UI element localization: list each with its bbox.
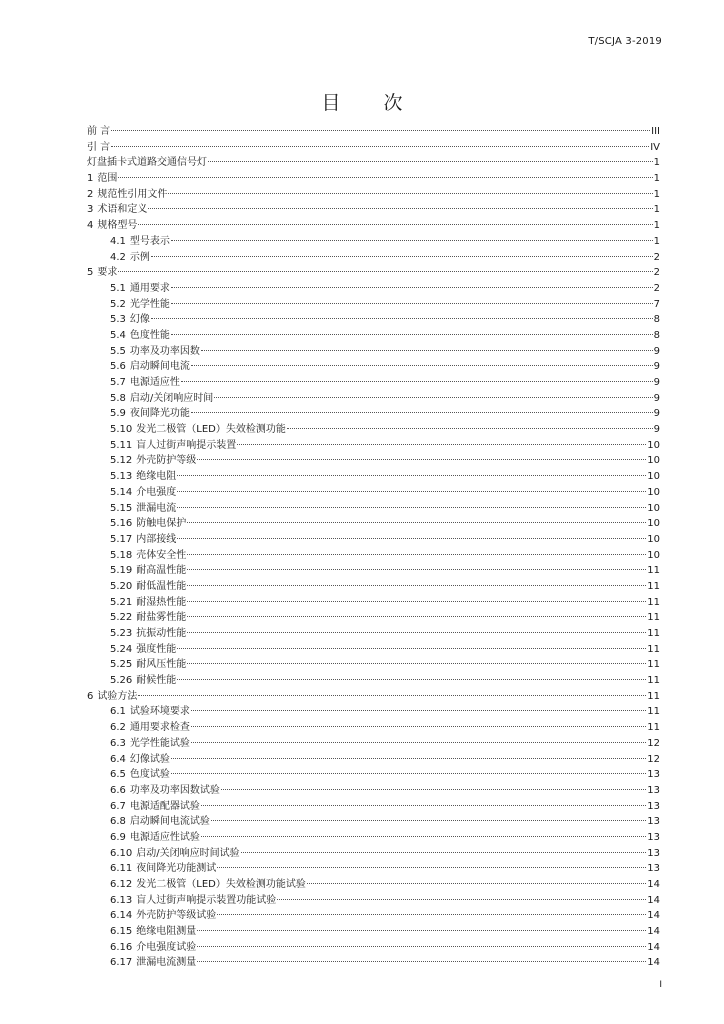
toc-entry[interactable] bbox=[87, 501, 660, 517]
toc-entry[interactable] bbox=[87, 783, 660, 799]
toc-entry-label: 夜间降光功能测试 bbox=[136, 863, 217, 875]
toc-entry-page: 9 bbox=[653, 377, 660, 388]
toc-entry-number: 6.13 bbox=[110, 894, 133, 906]
dot-leader bbox=[191, 742, 646, 743]
toc-entry-number: 5.16 bbox=[110, 518, 133, 530]
toc-entry[interactable] bbox=[87, 924, 660, 940]
dot-leader bbox=[214, 397, 652, 398]
toc-entry-page: 14 bbox=[647, 926, 660, 938]
toc-entry-number: 1 bbox=[87, 173, 94, 185]
dot-leader bbox=[171, 303, 653, 304]
toc-entry-number: 5.3 bbox=[110, 314, 126, 326]
dot-leader bbox=[171, 334, 653, 335]
dot-leader bbox=[111, 146, 649, 147]
dot-leader bbox=[171, 758, 646, 759]
toc-entry-label: 启动瞬间电流 bbox=[129, 361, 190, 373]
toc-entry-page: 12 bbox=[647, 737, 660, 749]
toc-entry-page: 10 bbox=[647, 439, 660, 451]
toc-entry-number: 5.12 bbox=[110, 455, 133, 467]
toc-entry-number: 5.9 bbox=[110, 408, 126, 420]
toc-entry-label: 术语和定义 bbox=[97, 204, 148, 216]
dot-leader bbox=[211, 820, 646, 821]
toc-entry-page: 9 bbox=[653, 345, 660, 357]
toc-entry[interactable] bbox=[87, 516, 660, 532]
toc-entry-page: 10 bbox=[647, 533, 660, 545]
dot-leader bbox=[187, 554, 646, 555]
toc-entry-label: 通用要求 bbox=[129, 282, 170, 294]
toc-entry[interactable] bbox=[87, 689, 660, 705]
dot-leader bbox=[191, 365, 653, 366]
toc-entry-page: 11 bbox=[647, 659, 660, 671]
dot-leader bbox=[187, 601, 646, 602]
dot-leader bbox=[201, 805, 646, 806]
toc-entry-page: 1 bbox=[653, 188, 660, 200]
toc-entry-page: 10 bbox=[647, 549, 660, 561]
toc-entry-label: 泄漏电流测量 bbox=[136, 957, 197, 969]
dot-leader bbox=[277, 899, 646, 900]
toc-entry-page: 12 bbox=[647, 753, 660, 765]
toc-entry-page: 11 bbox=[647, 690, 660, 702]
toc-entry-number: 5.19 bbox=[110, 565, 133, 577]
toc-entry[interactable] bbox=[87, 297, 660, 313]
dot-leader bbox=[187, 522, 646, 523]
toc-entry-number: 6.12 bbox=[110, 879, 133, 890]
toc-entry-label: 夜间降光功能 bbox=[129, 408, 190, 420]
toc-entry-page: 10 bbox=[647, 502, 660, 514]
toc-entry-label: 壳体安全性 bbox=[136, 549, 187, 561]
dot-leader bbox=[171, 773, 646, 774]
dot-leader bbox=[118, 271, 652, 272]
dot-leader bbox=[171, 240, 653, 241]
toc-entry[interactable] bbox=[87, 344, 660, 360]
toc-entry-number: 4.2 bbox=[110, 251, 126, 263]
toc-entry-page: 14 bbox=[647, 910, 660, 922]
toc-entry-page: 1 bbox=[653, 173, 660, 185]
toc-entry[interactable] bbox=[87, 218, 660, 234]
toc-entry-label: 引 言 bbox=[87, 141, 111, 153]
toc-entry[interactable] bbox=[87, 453, 660, 469]
toc-entry-number: 6.9 bbox=[110, 831, 126, 843]
dot-leader bbox=[217, 867, 646, 868]
toc-entry-page: 14 bbox=[647, 957, 660, 969]
toc-entry-number: 4 bbox=[87, 220, 94, 232]
toc-entry-number: 6.11 bbox=[110, 863, 133, 875]
dot-leader bbox=[118, 177, 652, 178]
toc-entry-page: 13 bbox=[647, 831, 660, 843]
toc-entry-number: 5.6 bbox=[110, 361, 126, 373]
toc-entry-label: 色度性能 bbox=[129, 329, 170, 341]
toc-entry[interactable] bbox=[87, 359, 660, 375]
toc-entry-page: 8 bbox=[653, 314, 660, 326]
dot-leader bbox=[191, 726, 646, 727]
toc-entry[interactable] bbox=[87, 234, 660, 250]
toc-entry-number: 6.15 bbox=[110, 926, 133, 938]
toc-entry-label: 盲人过街声响提示装置功能试验 bbox=[136, 894, 277, 906]
toc-entry-number: 6.10 bbox=[110, 847, 133, 859]
toc-entry-label: 色度试验 bbox=[129, 769, 170, 781]
dot-leader bbox=[197, 946, 646, 947]
toc-entry[interactable] bbox=[87, 830, 660, 846]
toc-entry-page: 14 bbox=[647, 879, 660, 890]
toc-entry-label: 盲人过街声响提示装置 bbox=[136, 439, 237, 451]
toc-entry-page: 9 bbox=[653, 392, 660, 404]
toc-entry-page: IV bbox=[650, 141, 660, 153]
toc-entry-number: 5.20 bbox=[110, 580, 133, 592]
toc-entry[interactable] bbox=[87, 438, 660, 454]
toc-entry-label: 功率及功率因数 bbox=[129, 345, 200, 357]
toc-entry-page: 13 bbox=[647, 863, 660, 875]
toc-entry-label: 绝缘电阻测量 bbox=[136, 926, 197, 938]
dot-leader bbox=[201, 350, 653, 351]
toc-entry[interactable] bbox=[87, 312, 660, 328]
toc-entry-number: 6.1 bbox=[110, 706, 126, 718]
toc-entry-page: 1 bbox=[653, 157, 660, 169]
toc-entry[interactable] bbox=[87, 908, 660, 924]
dot-leader bbox=[177, 538, 646, 539]
toc-entry-label: 抗振动性能 bbox=[136, 628, 187, 639]
dot-leader bbox=[201, 836, 646, 837]
dot-leader bbox=[177, 648, 646, 649]
toc-entry[interactable] bbox=[87, 814, 660, 830]
toc-entry[interactable] bbox=[87, 610, 660, 626]
dot-leader bbox=[197, 961, 646, 962]
toc-entry[interactable] bbox=[87, 422, 660, 438]
page-title: 目 次 bbox=[321, 92, 415, 114]
dot-leader bbox=[177, 475, 646, 476]
document-code: T/SCJA 3-2019 bbox=[588, 36, 662, 47]
toc-entry-page: 11 bbox=[647, 565, 660, 577]
toc-entry[interactable] bbox=[87, 736, 660, 752]
toc-entry-label: 防触电保护 bbox=[136, 518, 187, 530]
toc-entry[interactable] bbox=[87, 642, 660, 658]
toc-entry[interactable] bbox=[87, 548, 660, 564]
toc-entry-number: 5.2 bbox=[110, 298, 126, 310]
toc-entry-label: 灯盘插卡式道路交通信号灯 bbox=[87, 157, 207, 169]
toc-entry-number: 5.8 bbox=[110, 392, 126, 404]
toc-entry-page: 2 bbox=[653, 251, 660, 263]
toc-entry-page: 1 bbox=[653, 204, 660, 216]
toc-entry-number: 5 bbox=[87, 267, 94, 279]
toc-entry[interactable] bbox=[87, 250, 660, 266]
toc-entry[interactable] bbox=[87, 846, 660, 862]
dot-leader bbox=[191, 710, 646, 711]
toc-entry[interactable] bbox=[87, 752, 660, 768]
toc-entry[interactable] bbox=[87, 626, 660, 642]
toc-entry-number: 5.10 bbox=[110, 424, 133, 436]
toc-entry-number: 5.5 bbox=[110, 345, 126, 357]
toc-entry-label: 发光二极管（LED）失效检测功能 bbox=[136, 424, 286, 436]
toc-entry-number: 5.7 bbox=[110, 377, 126, 388]
dot-leader bbox=[241, 852, 647, 853]
toc-entry-number: 5.13 bbox=[110, 471, 133, 483]
toc-entry-label: 启动瞬间电流试验 bbox=[129, 816, 210, 828]
dot-leader bbox=[181, 381, 653, 382]
toc-entry[interactable] bbox=[87, 328, 660, 344]
toc-entry[interactable] bbox=[87, 281, 660, 297]
toc-entry-label: 启动/关闭响应时间试验 bbox=[136, 847, 240, 859]
toc-entry-label: 介电强度试验 bbox=[136, 941, 197, 953]
toc-entry-label: 规范性引用文件 bbox=[97, 188, 168, 200]
toc-entry-label: 示例 bbox=[129, 251, 150, 263]
dot-leader bbox=[138, 695, 646, 696]
toc-entry-page: 11 bbox=[647, 706, 660, 718]
toc-entry-label: 电源适配器试验 bbox=[129, 800, 200, 812]
toc-entry[interactable] bbox=[87, 485, 660, 501]
toc-entry-label: 耐湿热性能 bbox=[136, 596, 187, 608]
toc-entry-number: 5.24 bbox=[110, 643, 133, 655]
toc-entry-page: 11 bbox=[647, 580, 660, 592]
toc-entry-number: 6.14 bbox=[110, 910, 133, 922]
toc-entry-page: 2 bbox=[653, 267, 660, 279]
toc-entry-label: 功率及功率因数试验 bbox=[129, 784, 220, 796]
dot-leader bbox=[148, 208, 652, 209]
toc-entry-number: 6.16 bbox=[110, 941, 133, 953]
toc-entry-page: 7 bbox=[653, 298, 660, 310]
toc-entry-page: 1 bbox=[653, 235, 660, 247]
dot-leader bbox=[111, 130, 650, 131]
toc-entry-number: 6.17 bbox=[110, 957, 133, 969]
dot-leader bbox=[237, 444, 646, 445]
toc-entry[interactable] bbox=[87, 406, 660, 422]
toc-entry-page: 14 bbox=[647, 941, 660, 953]
toc-entry-number: 5.1 bbox=[110, 282, 126, 294]
toc-entry-number: 6.2 bbox=[110, 722, 126, 734]
table-of-contents bbox=[87, 124, 660, 971]
toc-entry[interactable] bbox=[87, 532, 660, 548]
toc-entry-number: 4.1 bbox=[110, 235, 126, 247]
toc-entry-label: 耐风压性能 bbox=[136, 659, 187, 671]
dot-leader bbox=[177, 679, 646, 680]
toc-entry[interactable] bbox=[87, 469, 660, 485]
dot-leader bbox=[197, 930, 646, 931]
toc-entry-label: 通用要求检查 bbox=[129, 722, 190, 734]
dot-leader bbox=[217, 914, 646, 915]
toc-entry-number: 6.7 bbox=[110, 800, 126, 812]
toc-entry-number: 6 bbox=[87, 690, 94, 702]
toc-entry[interactable] bbox=[87, 375, 660, 391]
dot-leader bbox=[208, 161, 653, 162]
toc-entry[interactable] bbox=[87, 657, 660, 673]
toc-entry-page: 10 bbox=[647, 518, 660, 530]
toc-entry-number: 5.4 bbox=[110, 329, 126, 341]
toc-entry[interactable] bbox=[87, 202, 660, 218]
toc-entry-page: 10 bbox=[647, 471, 660, 483]
toc-entry-label: 范围 bbox=[97, 173, 118, 185]
toc-entry-number: 5.23 bbox=[110, 628, 133, 639]
toc-entry-page: 11 bbox=[647, 675, 660, 687]
page-number: I bbox=[659, 980, 662, 990]
toc-entry-label: 耐高温性能 bbox=[136, 565, 187, 577]
toc-entry-label: 试验环境要求 bbox=[129, 706, 190, 718]
toc-entry-label: 规格型号 bbox=[97, 220, 138, 232]
toc-entry-page: 9 bbox=[653, 424, 660, 436]
toc-entry[interactable] bbox=[87, 171, 660, 187]
toc-entry[interactable] bbox=[87, 877, 660, 893]
toc-entry-page: 11 bbox=[647, 596, 660, 608]
toc-entry-label: 前 言 bbox=[87, 126, 111, 137]
toc-entry-page: III bbox=[651, 126, 660, 137]
toc-entry[interactable] bbox=[87, 140, 660, 156]
toc-entry-number: 5.25 bbox=[110, 659, 133, 671]
toc-entry-number: 6.3 bbox=[110, 737, 126, 749]
dot-leader bbox=[151, 256, 653, 257]
dot-leader bbox=[177, 491, 646, 492]
toc-entry-label: 试验方法 bbox=[97, 690, 138, 702]
dot-leader bbox=[171, 287, 653, 288]
toc-entry-number: 6.5 bbox=[110, 769, 126, 781]
toc-entry-label: 型号表示 bbox=[129, 235, 170, 247]
toc-entry-label: 泄漏电流 bbox=[136, 502, 177, 514]
toc-entry-number: 5.26 bbox=[110, 675, 133, 687]
toc-entry[interactable] bbox=[87, 563, 660, 579]
toc-entry-number: 5.14 bbox=[110, 486, 133, 498]
toc-entry[interactable] bbox=[87, 955, 660, 971]
toc-entry[interactable] bbox=[87, 861, 660, 877]
toc-entry-label: 光学性能试验 bbox=[129, 737, 190, 749]
toc-entry-page: 13 bbox=[647, 784, 660, 796]
toc-entry[interactable] bbox=[87, 391, 660, 407]
toc-entry-page: 9 bbox=[653, 361, 660, 373]
toc-entry[interactable] bbox=[87, 673, 660, 689]
toc-entry-label: 耐低温性能 bbox=[136, 580, 187, 592]
toc-entry-page: 11 bbox=[647, 643, 660, 655]
toc-entry-number: 6.6 bbox=[110, 784, 126, 796]
toc-entry-label: 耐候性能 bbox=[136, 675, 177, 687]
toc-entry-page: 11 bbox=[647, 628, 660, 639]
dot-leader bbox=[187, 663, 646, 664]
dot-leader bbox=[187, 585, 646, 586]
toc-entry-page: 13 bbox=[647, 847, 660, 859]
toc-entry-number: 3 bbox=[87, 204, 94, 216]
dot-leader bbox=[187, 569, 646, 570]
toc-entry-label: 外壳防护等级试验 bbox=[136, 910, 217, 922]
toc-entry-label: 电源适应性试验 bbox=[129, 831, 200, 843]
toc-entry-number: 5.21 bbox=[110, 596, 133, 608]
toc-entry-page: 1 bbox=[653, 220, 660, 232]
dot-leader bbox=[221, 789, 646, 790]
toc-entry[interactable] bbox=[87, 265, 660, 281]
toc-entry[interactable] bbox=[87, 799, 660, 815]
toc-entry-number: 6.8 bbox=[110, 816, 126, 828]
toc-entry-label: 发光二极管（LED）失效检测功能试验 bbox=[136, 879, 306, 890]
toc-entry-label: 绝缘电阻 bbox=[136, 471, 177, 483]
toc-entry-label: 幻像 bbox=[129, 314, 150, 326]
toc-entry[interactable] bbox=[87, 579, 660, 595]
toc-entry-page: 10 bbox=[647, 455, 660, 467]
toc-entry-number: 5.17 bbox=[110, 533, 133, 545]
toc-entry-label: 强度性能 bbox=[136, 643, 177, 655]
toc-entry-label: 介电强度 bbox=[136, 486, 177, 498]
toc-entry-page: 9 bbox=[653, 408, 660, 420]
toc-entry[interactable] bbox=[87, 704, 660, 720]
dot-leader bbox=[151, 318, 653, 319]
toc-entry-page: 11 bbox=[647, 722, 660, 734]
toc-entry[interactable] bbox=[87, 940, 660, 956]
toc-entry-page: 14 bbox=[647, 894, 660, 906]
toc-entry-page: 13 bbox=[647, 816, 660, 828]
toc-entry-number: 2 bbox=[87, 188, 94, 200]
toc-entry-label: 耐盐雾性能 bbox=[136, 612, 187, 624]
toc-entry-number: 5.15 bbox=[110, 502, 133, 514]
toc-entry[interactable] bbox=[87, 124, 660, 140]
toc-entry-page: 2 bbox=[653, 282, 660, 294]
toc-entry-page: 8 bbox=[653, 329, 660, 341]
toc-entry-number: 5.11 bbox=[110, 439, 133, 451]
dot-leader bbox=[191, 412, 653, 413]
toc-entry[interactable] bbox=[87, 187, 660, 203]
toc-entry-label: 启动/关闭响应时间 bbox=[129, 392, 214, 404]
dot-leader bbox=[307, 883, 646, 884]
toc-entry-page: 11 bbox=[647, 612, 660, 624]
dot-leader bbox=[177, 507, 646, 508]
dot-leader bbox=[187, 616, 646, 617]
toc-entry-page: 10 bbox=[647, 486, 660, 498]
toc-entry-label: 内部接线 bbox=[136, 533, 177, 545]
toc-entry-label: 要求 bbox=[97, 267, 118, 279]
toc-entry[interactable] bbox=[87, 155, 660, 171]
toc-entry-label: 外壳防护等级 bbox=[136, 455, 197, 467]
toc-entry[interactable] bbox=[87, 720, 660, 736]
dot-leader bbox=[187, 632, 646, 633]
dot-leader bbox=[287, 428, 653, 429]
dot-leader bbox=[138, 224, 652, 225]
toc-entry-number: 5.22 bbox=[110, 612, 133, 624]
toc-entry-label: 光学性能 bbox=[129, 298, 170, 310]
toc-entry[interactable] bbox=[87, 893, 660, 909]
toc-entry-label: 电源适应性 bbox=[129, 377, 180, 388]
dot-leader bbox=[197, 459, 646, 460]
toc-entry[interactable] bbox=[87, 595, 660, 611]
toc-entry-label: 幻像试验 bbox=[129, 753, 170, 765]
toc-entry-page: 13 bbox=[647, 769, 660, 781]
dot-leader bbox=[168, 193, 652, 194]
toc-entry-page: 13 bbox=[647, 800, 660, 812]
toc-entry[interactable] bbox=[87, 767, 660, 783]
toc-entry-number: 6.4 bbox=[110, 753, 126, 765]
toc-entry-number: 5.18 bbox=[110, 549, 133, 561]
